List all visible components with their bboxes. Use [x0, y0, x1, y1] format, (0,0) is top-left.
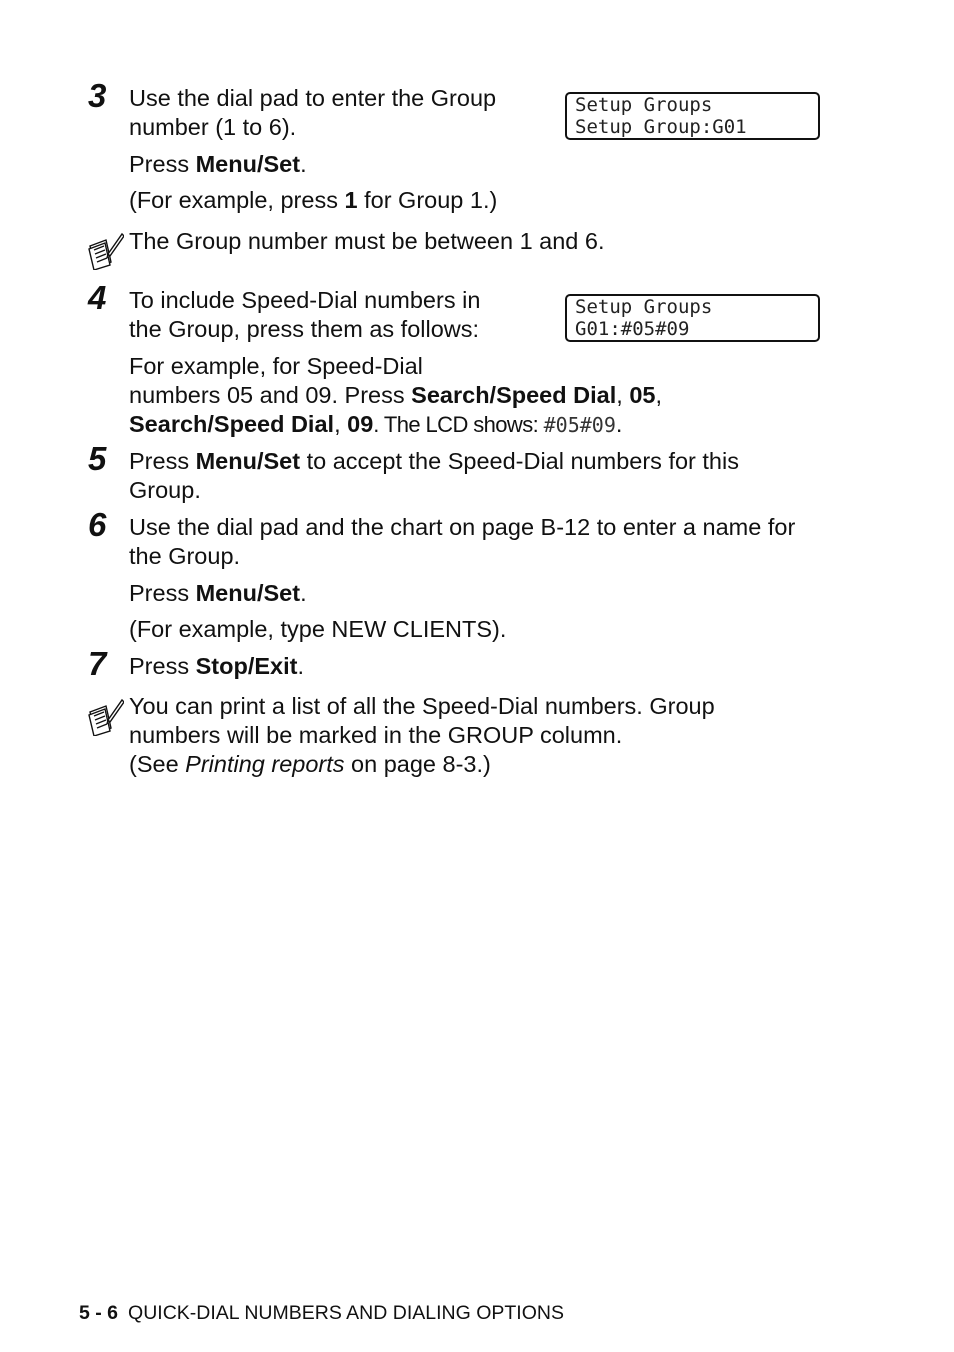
press-prefix: Press [129, 653, 196, 679]
step-7-instruction [129, 652, 304, 681]
see-prefix: (See [129, 751, 186, 777]
lcd-line-2: G01:#05#09 [575, 318, 690, 340]
step-6-line-1: Use the dial pad and the chart on page B-12 to enter a name for [129, 514, 796, 540]
step-number-4: 4 [88, 279, 107, 316]
step-4-instruction [129, 286, 480, 344]
lcd-line-2: Setup Group:G01 [575, 116, 747, 138]
step-6-example: (For example, type NEW CLIENTS). [129, 616, 507, 642]
step-3-press [129, 150, 307, 179]
key-09: 09 [347, 411, 374, 437]
press-suffix: . [297, 653, 304, 679]
step-4-line-2: the Group, press them as follows: [129, 316, 480, 342]
lcd-display-step-3 [565, 92, 820, 140]
step-3-line-2: number (1 to 6). [129, 114, 297, 140]
step-6-press [129, 579, 307, 608]
search-speed-dial-key: Search/Speed Dial [411, 382, 617, 408]
step-number-7: 7 [88, 645, 107, 682]
step-number-6: 6 [88, 506, 107, 543]
chapter-title: QUICK-DIAL NUMBERS AND DIALING OPTIONS [128, 1302, 564, 1324]
separator: , [655, 382, 662, 408]
separator: , [334, 411, 348, 437]
search-speed-dial-key: Search/Speed Dial [129, 411, 335, 437]
example-line-2: numbers 05 and 09. Press [129, 382, 412, 408]
step-number-5: 5 [88, 440, 107, 477]
step-number-3: 3 [88, 77, 107, 114]
key-05: 05 [629, 382, 656, 408]
menu-set-key: Menu/Set [195, 151, 301, 177]
press-prefix: Press [129, 151, 196, 177]
step-4-line-1: To include Speed-Dial numbers in [129, 287, 481, 313]
note-2-line-2: numbers will be marked in the GROUP column. [129, 722, 623, 748]
printing-reports-reference: Printing reports [185, 751, 345, 777]
example-line-1: For example, for Speed-Dial [129, 353, 423, 379]
note-pencil-icon [86, 698, 124, 736]
note-1-text: The Group number must be between 1 and 6. [129, 228, 605, 254]
example-suffix: for Group 1.) [357, 187, 498, 213]
step-5-line-2: Group. [129, 477, 201, 503]
step-6-line-2: the Group. [129, 543, 241, 569]
page-footer [79, 1301, 564, 1325]
lcd-shows-value: #05#09 [543, 413, 616, 437]
step-5-instruction [129, 447, 739, 505]
press-prefix: Press [129, 448, 196, 474]
step-5-suffix: to accept the Speed-Dial numbers for this [300, 448, 739, 474]
lcd-display-step-4 [565, 294, 820, 342]
lcd-line-1: Setup Groups [575, 296, 713, 318]
press-prefix: Press [129, 580, 196, 606]
note-2-line-1: You can print a list of all the Speed-Dial numbers. Group [129, 693, 715, 719]
example-prefix: (For example, press [129, 187, 345, 213]
menu-set-key: Menu/Set [195, 448, 301, 474]
step-6-instruction [129, 513, 795, 571]
note-2-text [129, 692, 715, 779]
separator: , [616, 382, 630, 408]
key-1: 1 [344, 187, 358, 213]
see-suffix: on page 8-3.) [344, 751, 491, 777]
lcd-shows-label: . The LCD shows: [373, 412, 544, 437]
sentence-end: . [615, 411, 623, 437]
press-suffix: . [300, 151, 307, 177]
page-number: 5 - 6 [79, 1302, 119, 1324]
step-3-instruction [129, 84, 496, 142]
note-pencil-icon [86, 232, 124, 270]
stop-exit-key: Stop/Exit [195, 653, 298, 679]
lcd-line-1: Setup Groups [575, 94, 713, 116]
press-suffix: . [300, 580, 307, 606]
step-3-line-1: Use the dial pad to enter the Group [129, 85, 497, 111]
menu-set-key: Menu/Set [195, 580, 301, 606]
step-4-example [129, 352, 662, 440]
step-3-example [129, 186, 497, 215]
